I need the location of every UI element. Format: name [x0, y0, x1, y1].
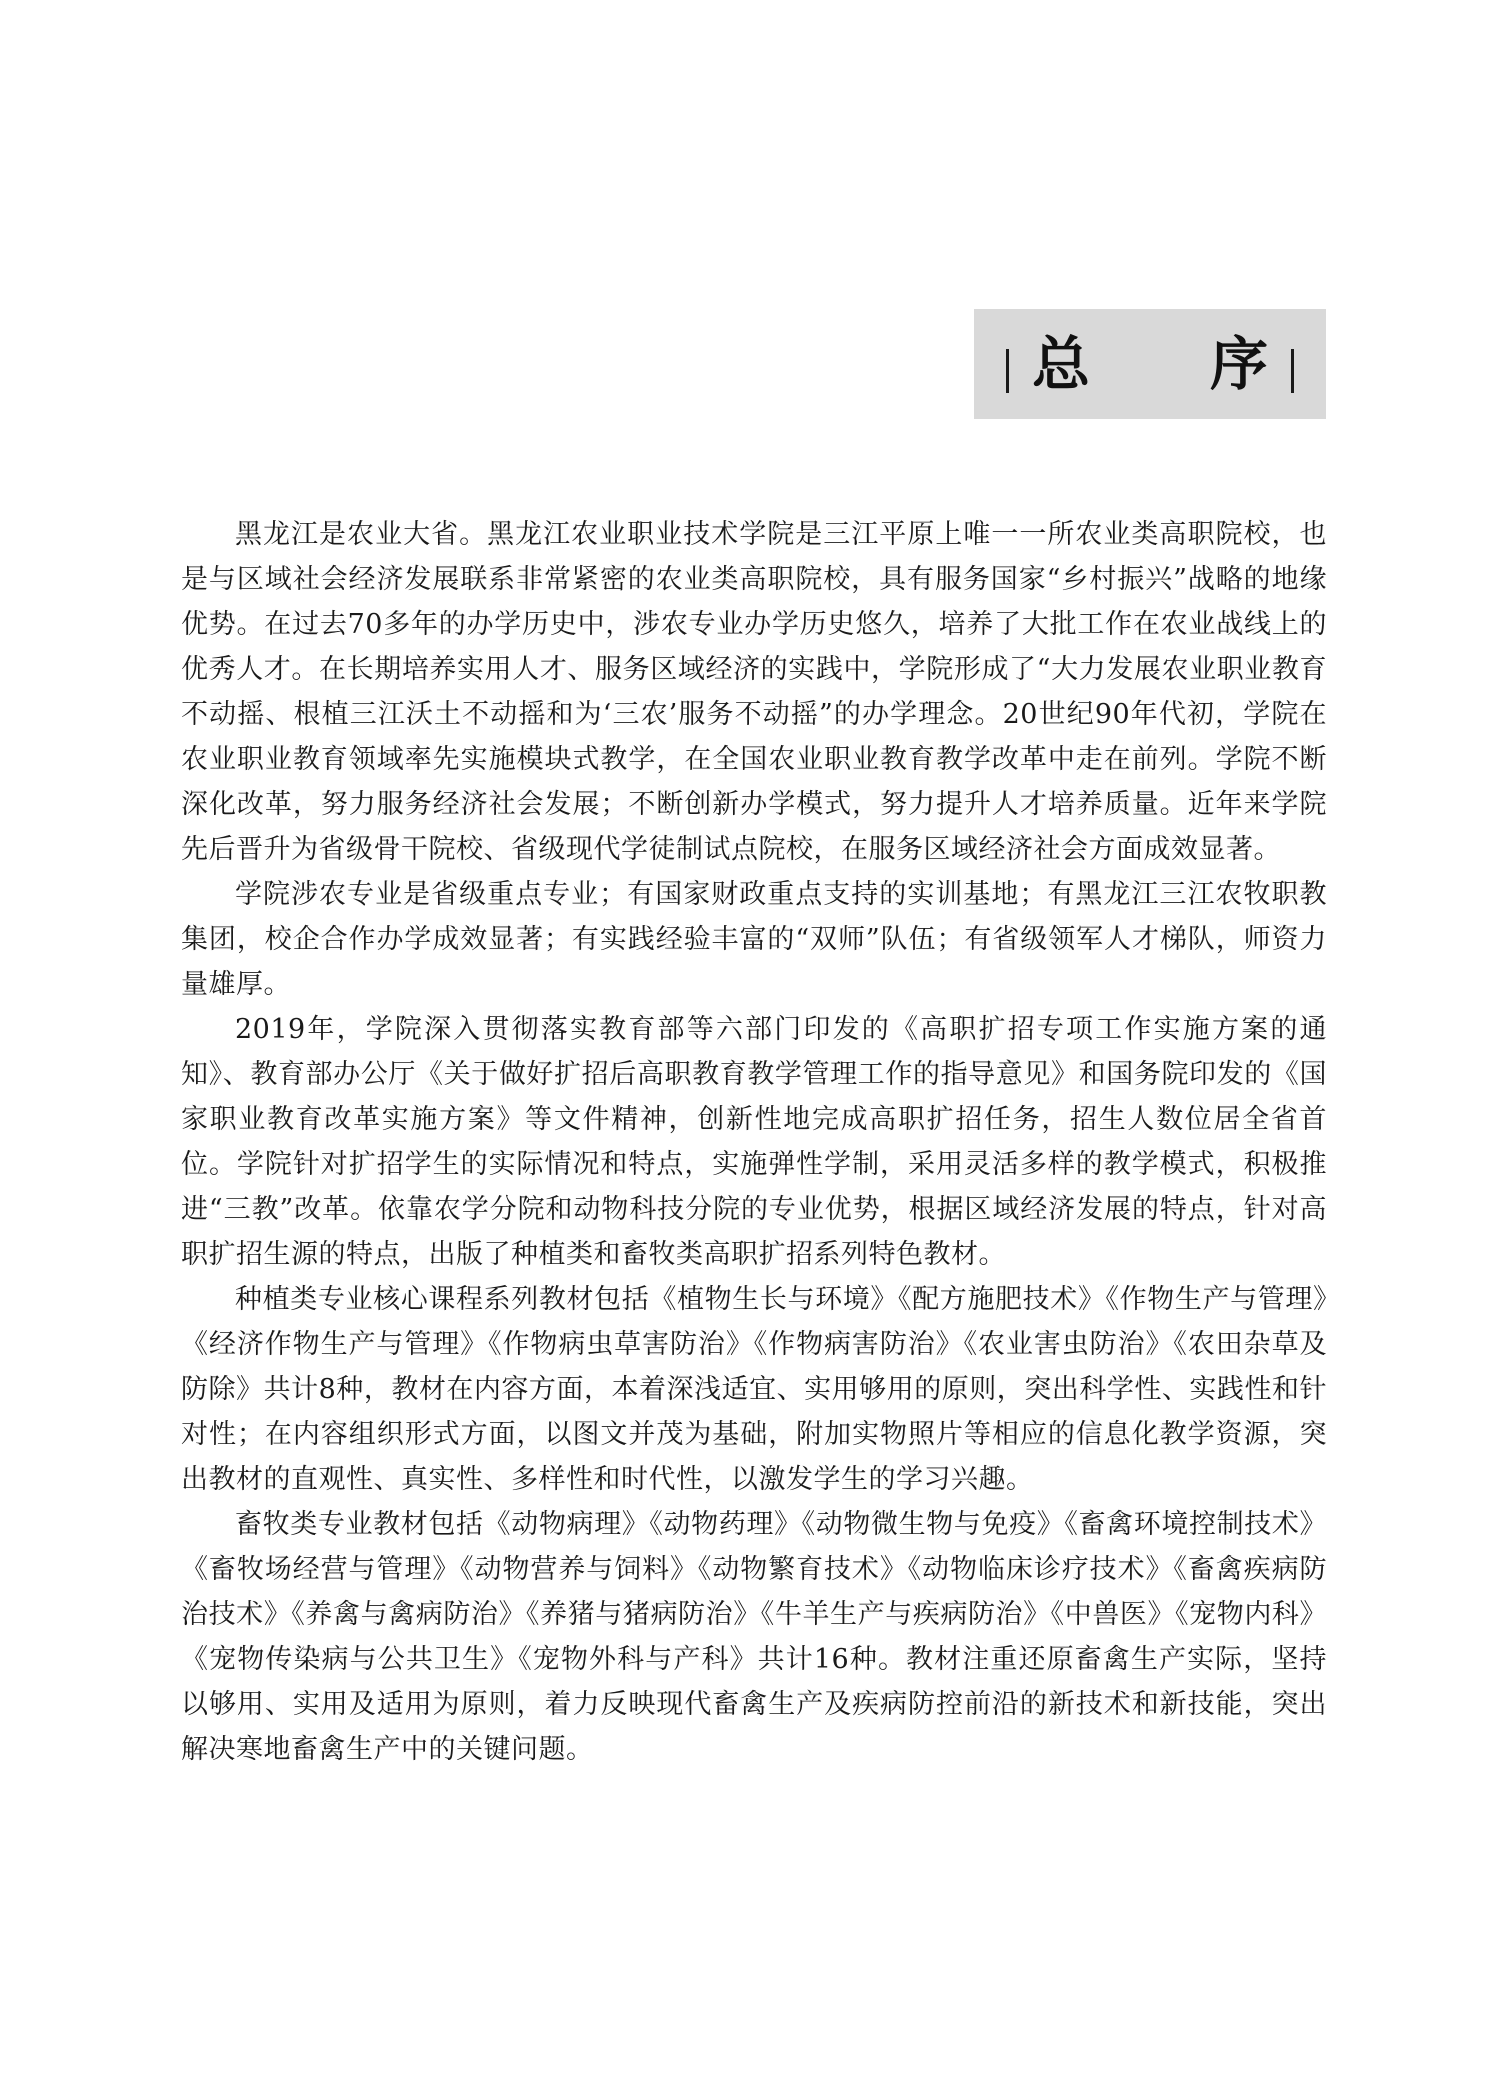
- heading-char-zong: 总: [1032, 330, 1091, 398]
- preface-body: [181, 512, 1327, 1772]
- section-heading-box: [974, 309, 1326, 419]
- paragraph-1: 黑龙江是农业大省。黑龙江农业职业技术学院是三江平原上唯一一所农业类高职院校，也是与区域社会经济发展联系非常紧密的农业类高职院校，具有服务国家“乡村振兴”战略的地缘优势。在过去70多年的办学历史中，涉农专业办学历史悠久，培养了大批工作在农业战线上的优秀人才。在长期培养实用人才、服务区域经济的实践中，学院形成了“大力发展农业职业教育不动摇、根植三江沃土不动摇和为‘三农’服务不动摇”的办学理念。20世纪90年代初，学院在农业职业教育领域率先实施模块式教学，在全国农业职业教育教学改革中走在前列。学院不断深化改革，努力服务经济社会发展；不断创新办学模式，努力提升人才培养质量。近年来学院先后晋升为省级骨干院校、省级现代学徒制试点院校，在服务区域经济社会方面成效显著。: [181, 519, 1327, 865]
- paragraph-3: 2019年，学院深入贯彻落实教育部等六部门印发的《高职扩招专项工作实施方案的通知》、教育部办公厅《关于做好扩招后高职教育教学管理工作的指导意见》和国务院印发的《国家职业教育改革实施方案》等文件精神，创新性地完成高职扩招任务，招生人数位居全省首位。学院针对扩招学生的实际情况和特点，实施弹性学制，采用灵活多样的教学模式，积极推进“三教”改革。依靠农学分院和动物科技分院的专业优势，根据区域经济发展的特点，针对高职扩招生源的特点，出版了种植类和畜牧类高职扩招系列特色教材。: [181, 1014, 1327, 1270]
- heading-left-bar: [1006, 349, 1009, 393]
- paragraph-4: 种植类专业核心课程系列教材包括《植物生长与环境》《配方施肥技术》《作物生产与管理》《经济作物生产与管理》《作物病虫草害防治》《作物病害防治》《农业害虫防治》《农田杂草及防除》共计8种，教材在内容方面，本着深浅适宜、实用够用的原则，突出科学性、实践性和针对性；在内容组织形式方面，以图文并茂为基础，附加实物照片等相应的信息化教学资源，突出教材的直观性、真实性、多样性和时代性，以激发学生的学习兴趣。: [181, 1284, 1327, 1495]
- heading-char-xu: 序: [1209, 330, 1268, 398]
- paragraph-2: 学院涉农专业是省级重点专业；有国家财政重点支持的实训基地；有黑龙江三江农牧职教集团，校企合作办学成效显著；有实践经验丰富的“双师”队伍；有省级领军人才梯队，师资力量雄厚。: [181, 879, 1327, 1000]
- heading-right-bar: [1291, 349, 1294, 393]
- paragraph-5: 畜牧类专业教材包括《动物病理》《动物药理》《动物微生物与免疫》《畜禽环境控制技术》《畜牧场经营与管理》《动物营养与饲料》《动物繁育技术》《动物临床诊疗技术》《畜禽疾病防治技术》《养禽与禽病防治》《养猪与猪病防治》《牛羊生产与疾病防治》《中兽医》《宠物内科》《宠物传染病与公共卫生》《宠物外科与产科》共计16种。教材注重还原畜禽生产实际，坚持以够用、实用及适用为原则，着力反映现代畜禽生产及疾病防控前沿的新技术和新技能，突出解决寒地畜禽生产中的关键问题。: [181, 1509, 1327, 1765]
